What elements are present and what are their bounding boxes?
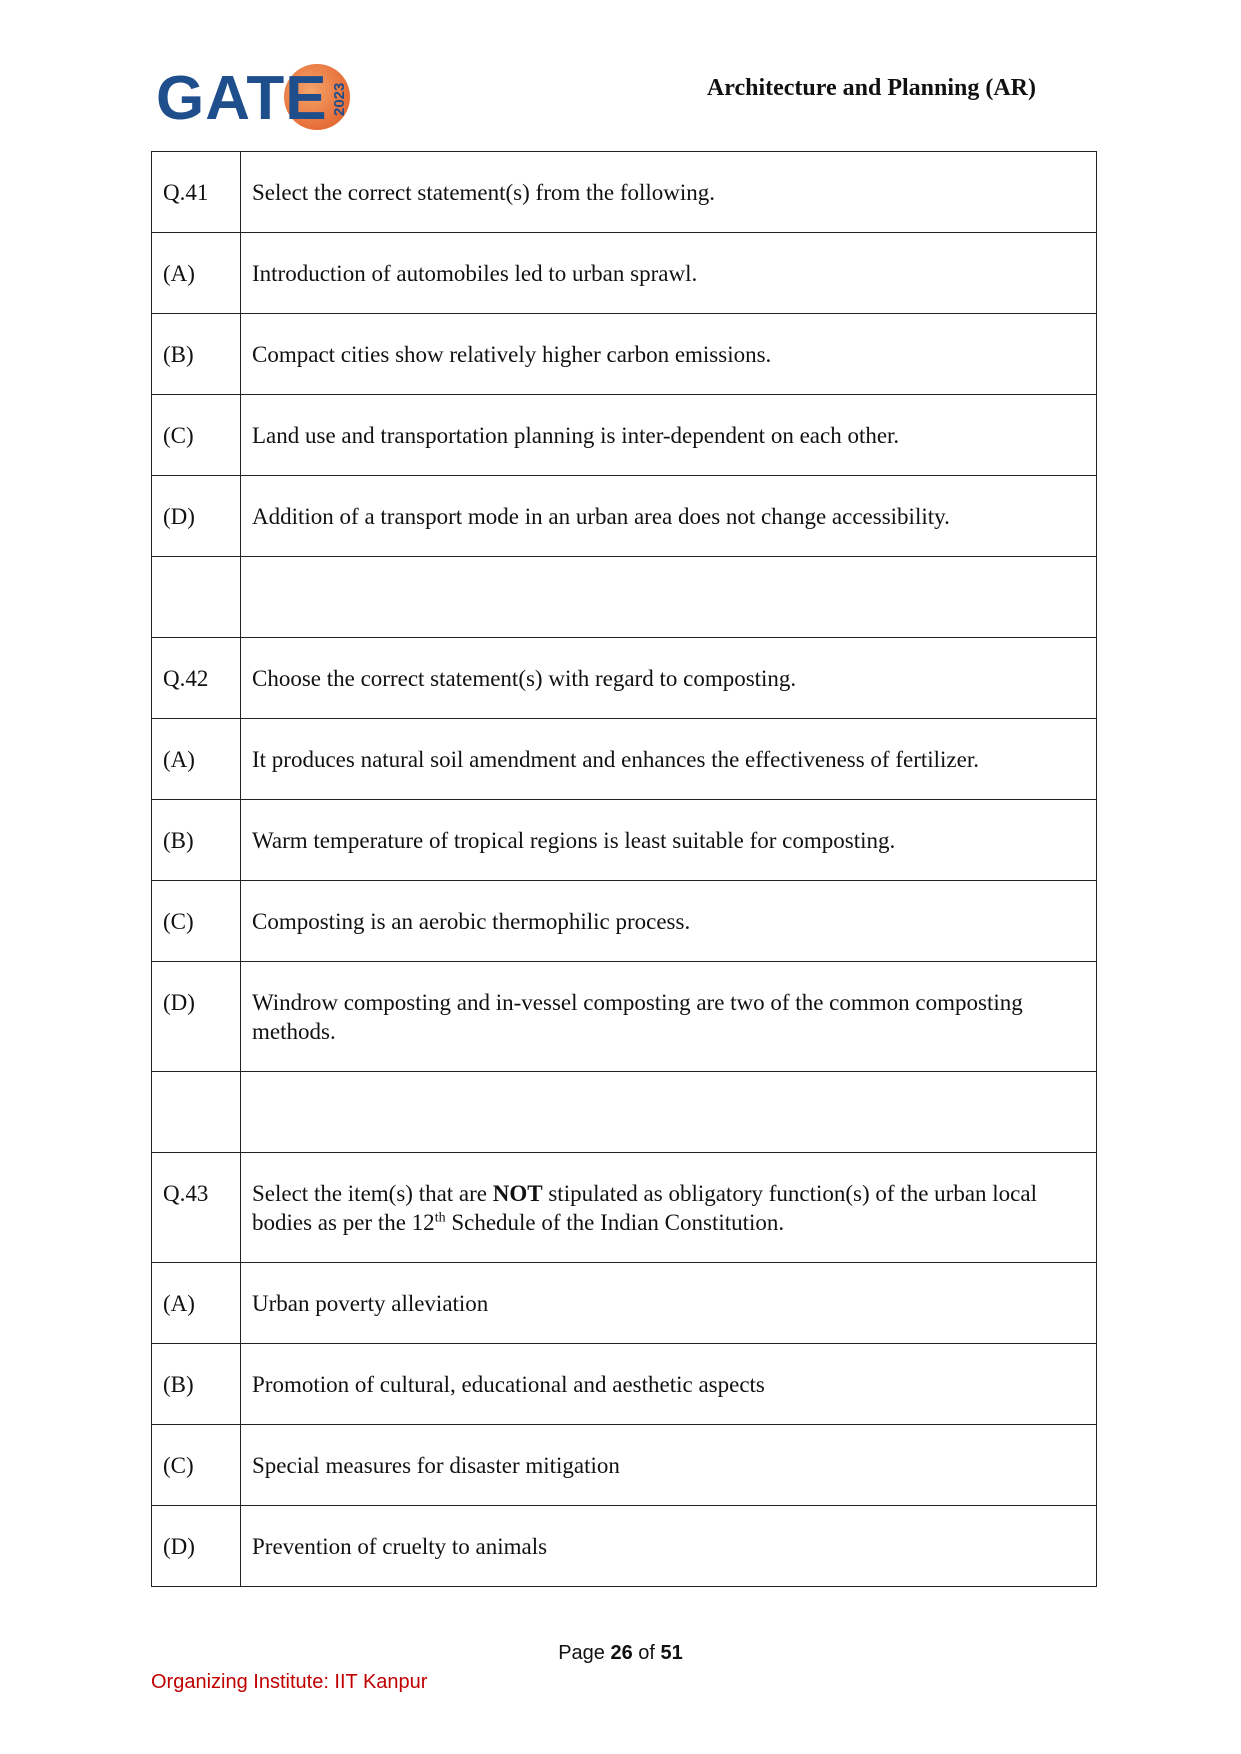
row-text: Land use and transportation planning is inter-dependent on each other. <box>241 395 1097 476</box>
table-row <box>152 800 1097 881</box>
table-row <box>152 881 1097 962</box>
page-of: of <box>638 1642 655 1664</box>
table-row <box>152 962 1097 1072</box>
text-part: stipulated as obligatory function(s) of the urban local bodies as per the 12 <box>252 1181 1037 1235</box>
row-label: (A) <box>152 719 241 800</box>
row-text: It produces natural soil amendment and enhances the effectiveness of fertilizer. <box>241 719 1097 800</box>
row-text: Select the correct statement(s) from the following. <box>241 152 1097 233</box>
logo-year: 2023 <box>331 82 348 116</box>
spacer-row <box>152 1072 1097 1153</box>
table-row <box>152 152 1097 233</box>
page-current: 26 <box>610 1642 633 1664</box>
row-text: Composting is an aerobic thermophilic process. <box>241 881 1097 962</box>
row-label: (A) <box>152 1263 241 1344</box>
row-text <box>241 1153 1097 1263</box>
table-row <box>152 1506 1097 1587</box>
text-part: Select the item(s) that are <box>252 1181 493 1206</box>
table-row <box>152 638 1097 719</box>
table-row <box>152 476 1097 557</box>
page-total: 51 <box>660 1642 683 1664</box>
question-table <box>151 151 1097 1587</box>
row-text: Warm temperature of tropical regions is least suitable for composting. <box>241 800 1097 881</box>
row-label: Q.43 <box>152 1153 241 1263</box>
row-label: (D) <box>152 962 241 1072</box>
row-text: Windrow composting and in-vessel composting are two of the common composting methods. <box>241 962 1097 1072</box>
row-text <box>241 557 1097 638</box>
table-row <box>152 233 1097 314</box>
table-row <box>152 719 1097 800</box>
logo-text: GATE <box>156 64 328 133</box>
row-label: (D) <box>152 1506 241 1587</box>
row-label: (C) <box>152 395 241 476</box>
table-row <box>152 1344 1097 1425</box>
table-row <box>152 1153 1097 1263</box>
row-text <box>241 1072 1097 1153</box>
row-text: Urban poverty alleviation <box>241 1263 1097 1344</box>
row-label: (B) <box>152 314 241 395</box>
row-label: (C) <box>152 881 241 962</box>
row-label: (C) <box>152 1425 241 1506</box>
row-label: (B) <box>152 800 241 881</box>
row-label: (D) <box>152 476 241 557</box>
row-text: Compact cities show relatively higher carbon emissions. <box>241 314 1097 395</box>
table-row <box>152 1425 1097 1506</box>
row-label <box>152 557 241 638</box>
row-text: Introduction of automobiles led to urban sprawl. <box>241 233 1097 314</box>
row-label <box>152 1072 241 1153</box>
page-word: Page <box>558 1642 605 1664</box>
row-text: Prevention of cruelty to animals <box>241 1506 1097 1587</box>
row-text: Special measures for disaster mitigation <box>241 1425 1097 1506</box>
row-label: Q.42 <box>152 638 241 719</box>
row-label: (A) <box>152 233 241 314</box>
table-row <box>152 314 1097 395</box>
row-label: (B) <box>152 1344 241 1425</box>
spacer-row <box>152 557 1097 638</box>
row-text: Addition of a transport mode in an urban area does not change accessibility. <box>241 476 1097 557</box>
emphasis-not: NOT <box>492 1181 543 1206</box>
text-part: Schedule of the Indian Constitution. <box>445 1210 785 1235</box>
gate-logo <box>156 58 356 142</box>
subject-title: Architecture and Planning (AR) <box>706 75 1036 101</box>
table-row <box>152 395 1097 476</box>
table-row <box>152 1263 1097 1344</box>
row-label: Q.41 <box>152 152 241 233</box>
page-number <box>0 1642 1241 1665</box>
row-text: Choose the correct statement(s) with regard to composting. <box>241 638 1097 719</box>
organizer-text: Organizing Institute: IIT Kanpur <box>151 1671 428 1693</box>
row-text: Promotion of cultural, educational and aesthetic aspects <box>241 1344 1097 1425</box>
superscript: th <box>434 1210 446 1226</box>
